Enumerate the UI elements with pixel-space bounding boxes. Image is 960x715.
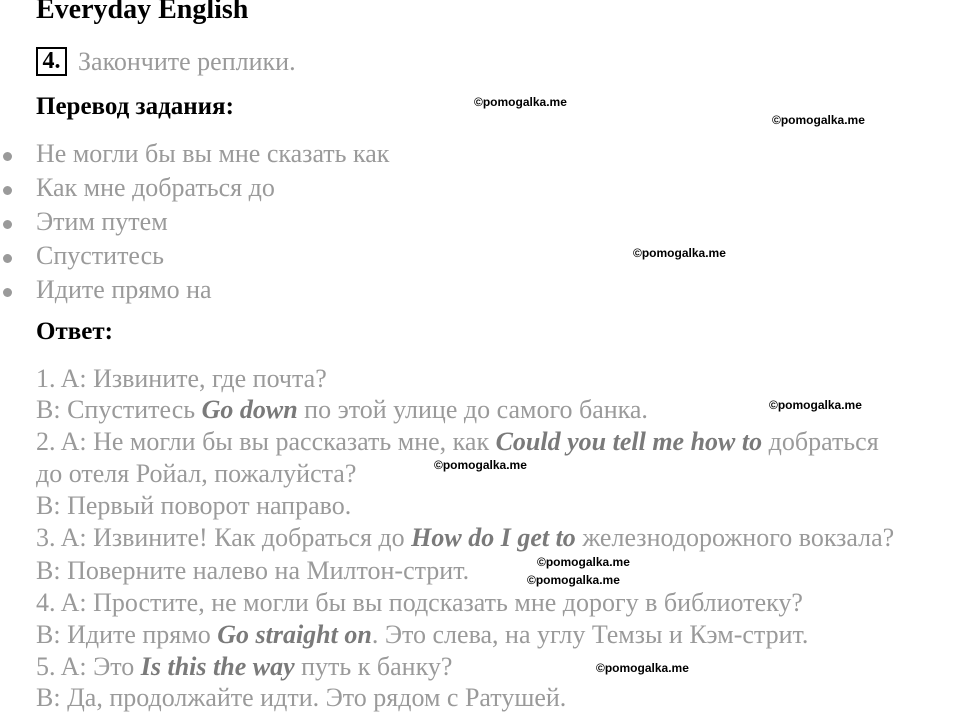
answer-line xyxy=(36,620,808,650)
line-text: B: Первый поворот направо. xyxy=(36,491,352,520)
answer-line xyxy=(36,652,452,682)
line-text: B: Поверните налево на Милтон-стрит. xyxy=(36,556,470,585)
watermark: ©pomogalka.me xyxy=(633,246,726,260)
bullet-icon xyxy=(3,186,12,195)
answer-line xyxy=(36,588,803,618)
line-text: 3. A: Извините! Как добраться до xyxy=(36,523,412,552)
list-item: Не могли бы вы мне сказать как xyxy=(36,139,390,168)
watermark: ©pomogalka.me xyxy=(537,555,630,569)
answer-line xyxy=(36,395,648,425)
answer-line xyxy=(36,427,879,457)
answer-line xyxy=(36,491,351,521)
bullet-icon xyxy=(3,220,12,229)
list-item: Этим путем xyxy=(36,207,168,236)
answer-line xyxy=(36,523,894,553)
watermark: ©pomogalka.me xyxy=(434,458,527,472)
bullet-icon xyxy=(3,288,12,297)
answer-line xyxy=(36,556,469,586)
line-text: 4. A: Простите, не могли бы вы подсказать мне дорогу в библиотеку? xyxy=(36,588,803,617)
bullet-icon xyxy=(3,254,12,263)
watermark: ©pomogalka.me xyxy=(474,95,567,109)
answer-line xyxy=(36,459,356,489)
line-text: 1. A: Извините, где почта? xyxy=(36,364,327,393)
line-text: 5. A: Это xyxy=(36,652,141,681)
answer-phrase: Could you tell me how to xyxy=(495,427,763,456)
watermark: ©pomogalka.me xyxy=(527,573,620,587)
page-title: Everyday English xyxy=(36,0,249,25)
task-number-box: 4. xyxy=(36,47,67,76)
list-item: Спуститесь xyxy=(36,241,165,270)
list-item: Идите прямо на xyxy=(36,275,212,304)
list-item: Как мне добраться до xyxy=(36,173,275,202)
line-text: железнодорожного вокзала? xyxy=(575,523,895,552)
line-text: путь к банку? xyxy=(294,652,453,681)
line-text: B: Да, продолжайте идти. Это рядом с Ратушей. xyxy=(36,683,567,712)
line-text: добраться xyxy=(762,427,879,456)
bullet-icon xyxy=(3,152,12,161)
line-text: B: Идите прямо xyxy=(36,620,218,649)
line-text: B: Спуститесь xyxy=(36,395,202,424)
answer-heading: Ответ: xyxy=(36,318,113,345)
line-text: по этой улице до самого банка. xyxy=(297,395,648,424)
watermark: ©pomogalka.me xyxy=(769,398,862,412)
watermark: ©pomogalka.me xyxy=(772,113,865,127)
translation-heading: Перевод задания: xyxy=(36,93,234,120)
answer-phrase: Go straight on xyxy=(217,620,372,649)
line-text: . Это слева, на углу Темзы и Кэм-стрит. xyxy=(371,620,809,649)
line-text: 2. A: Не могли бы вы рассказать мне, как xyxy=(36,427,496,456)
answer-phrase: How do I get to xyxy=(411,523,576,552)
answer-line xyxy=(36,683,566,713)
line-text: до отеля Ройал, пожалуйста? xyxy=(36,459,357,488)
answer-phrase: Go down xyxy=(201,395,298,424)
answer-phrase: Is this the way xyxy=(140,652,295,681)
answer-line xyxy=(36,364,327,394)
task-instruction: Закончите реплики. xyxy=(78,47,296,76)
watermark: ©pomogalka.me xyxy=(596,661,689,675)
